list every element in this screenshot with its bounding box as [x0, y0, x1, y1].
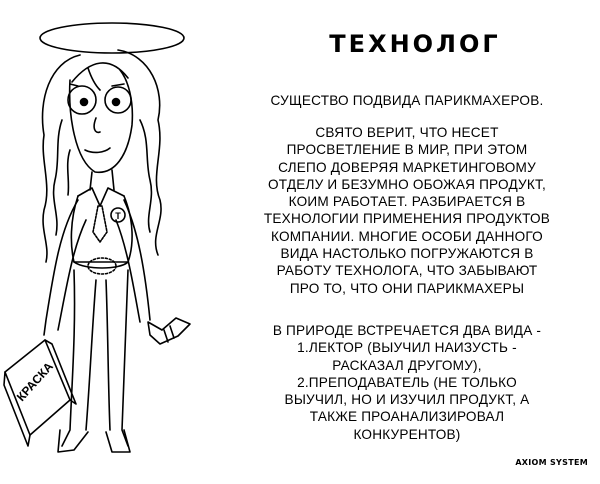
dye-box-label: КРАСКА	[13, 359, 56, 405]
collar	[78, 188, 124, 206]
description-intro: СУЩЕСТВО ПОДВИДА ПАРИКМАХЕРОВ.	[270, 93, 544, 108]
description-body: СВЯТО ВЕРИТ, ЧТО НЕСЕТ ПРОСВЕТЛЕНИЕ В МИР, ПРИ ЭТОМ СЛЕПО ДОВЕРЯЯ МАРКЕТИНГОВОМУ ОТДЕЛУ И БЕЗУМНО ОБОЖАЯ ПРОДУКТ, КОИМ РАБОТАЕТ. РАЗБИРАЕТСЯ В ТЕХНОЛОГИИ ПРИМЕНЕНИЯ ПРОДУКТОВ КОМПАНИИ. МНОГИЕ ОСОБИ ДАННОГО ВИДА НАСТОЛЬКО ПОГРУЖАЮТСЯ В РАБОТУ ТЕХНОЛОГА, ЧТО ЗАБЫВАЮТ ПРО ТО, ЧТО ОНИ ПАРИКМАХЕРЫ	[263, 125, 551, 296]
face	[70, 70, 133, 172]
hair-left	[43, 55, 81, 262]
mouth	[85, 148, 110, 152]
right-leg	[106, 270, 128, 446]
nose	[94, 118, 100, 132]
brush	[148, 318, 190, 344]
left-leg	[62, 270, 96, 446]
tie	[93, 206, 107, 242]
right-pupil	[113, 99, 120, 106]
left-arm	[44, 200, 86, 335]
page-title: ТЕХНОЛОГ	[329, 30, 501, 58]
credit-label: AXIOM SYSTEM	[515, 458, 588, 467]
left-shoe	[58, 430, 88, 452]
badge-letter: Т	[115, 211, 121, 221]
technologist-illustration	[0, 0, 230, 484]
right-shoe	[106, 430, 130, 452]
halo	[40, 23, 184, 53]
right-arm	[116, 200, 150, 322]
neck	[90, 170, 114, 190]
belt-buckle	[88, 258, 116, 274]
description-types: В ПРИРОДЕ ВСТРЕЧАЕТСЯ ДВА ВИДА - 1.ЛЕКТОР (ВЫУЧИЛ НАИЗУСТЬ - РАСКАЗАЛ ДРУГОМУ), 2.ПРЕПОДАВАТЕЛЬ (НЕ ТОЛЬКО ВЫУЧИЛ, НО И ИЗУЧИЛ ПРОДУКТ, А ТАКЖЕ ПРОАНАЛИЗИРОВАЛ КОНКУРЕНТОВ)	[272, 323, 542, 442]
left-pupil	[81, 99, 88, 106]
belt	[74, 262, 128, 268]
